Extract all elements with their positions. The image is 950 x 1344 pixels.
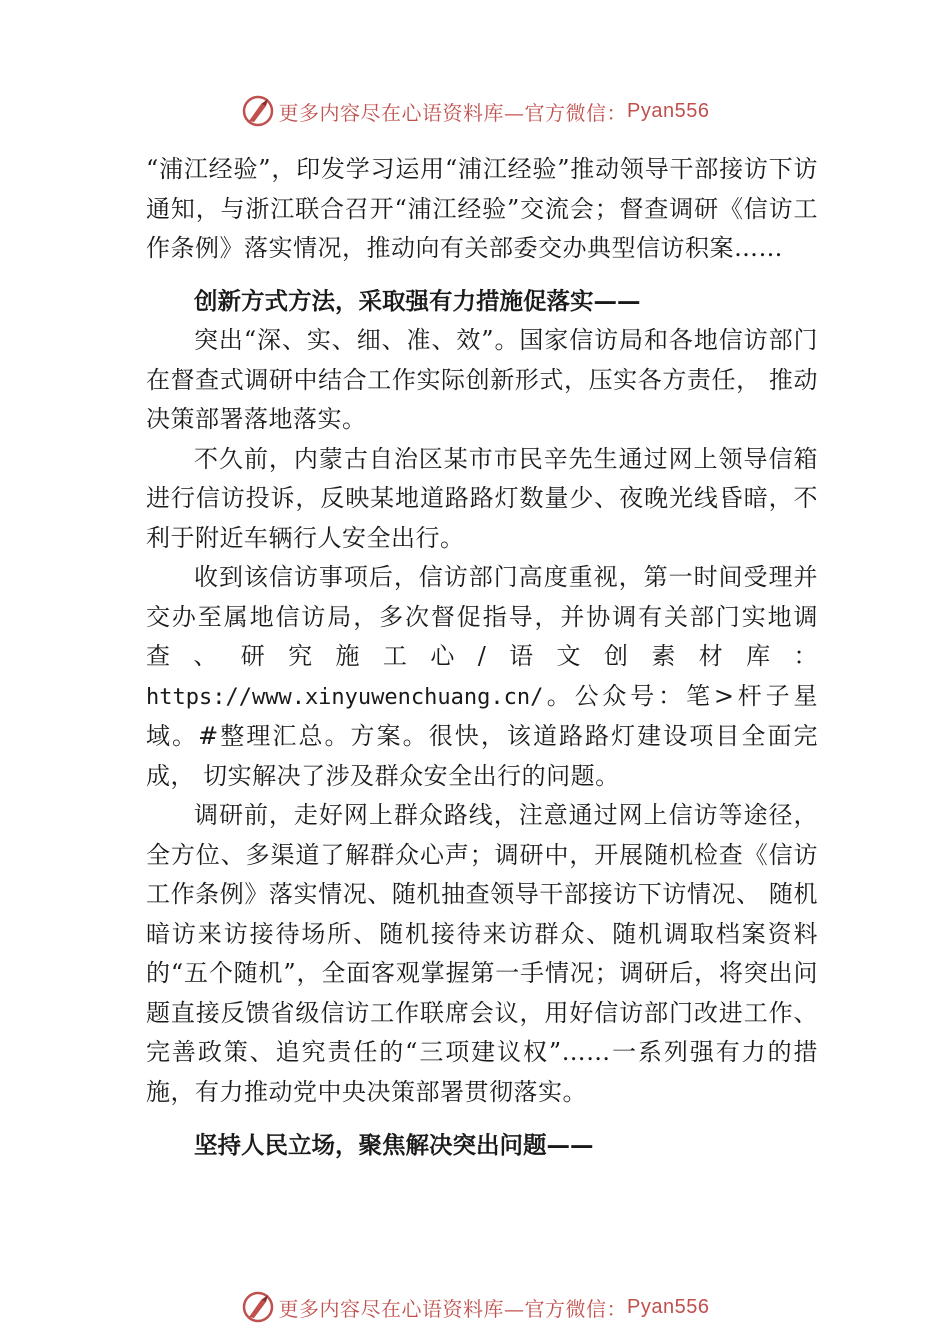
quill-pen-logo-icon [241, 94, 275, 128]
paragraph-3: 不久前，内蒙古自治区某市市民辛先生通过网上领导信箱进行信访投诉，反映某地道路路灯数量少、夜晚光线昏暗，不利于附近车辆行人安全出行。 [146, 444, 818, 552]
paragraph-1: “浦江经验”，印发学习运用“浦江经验”推动领导干部接访下访通知，与浙江联合召开“浦江经验”交流会；督查调研《信访工作条例》落实情况，推动向有关部委交办典型信访积案…… [146, 155, 818, 262]
section-heading-1: 创新方式方法，采取强有力措施促落实—— [194, 286, 641, 315]
document-body [146, 150, 818, 1166]
section-heading-2: 坚持人民立场，聚焦解决突出问题—— [194, 1131, 594, 1159]
paragraph-2: 突出“深、实、细、准、效”。国家信访局和各地信访部门在督查式调研中结合工作实际创新形式，压实各方责任， 推动决策部署落地落实。 [146, 326, 818, 433]
header-wechat-id: Pyan556 [627, 99, 710, 122]
header-text: 更多内容尽在心语资料库—官方微信： [278, 100, 628, 125]
paragraph-4-part-b: 。公众号：笔>杆子星域。#整理汇总。方案。很快，该道路路灯建设项目全面完成， 切实解决了涉及群众安全出行的问题。 [146, 681, 818, 790]
paragraph-5: 调研前，走好网上群众路线，注意通过网上信访等途径，全方位、多渠道了解群众心声；调研中，开展随机检查《信访工作条例》落实情况、随机抽查领导干部接访下访情况、 随机暗访来访接待场所、随机接待来访群众、随机调取档案资料的“五个随机”，全面客观掌握第一手情况；调研后，将突出问题直接反馈省级信访工作联席会议，用好信访部门改进工作、完善政策、追究责任的“三项建议权”……一系列强有力的措施，有力推动党中央决策部署贯彻落实。 [146, 801, 818, 1106]
source-url: https://www.xinyuwenchuang.cn/ [146, 684, 544, 710]
header-banner [0, 94, 950, 128]
paragraph-4 [146, 558, 818, 796]
footer-banner [0, 1290, 950, 1324]
paragraph-4-part-a: 收到该信访事项后，信访部门高度重视，第一时间受理并交办至属地信访局，多次督促指导，并协调有关部门实地调查、研究施工心/语文创素材库： [146, 563, 818, 670]
footer-wechat-id: Pyan556 [627, 1295, 710, 1318]
footer-text: 更多内容尽在心语资料库—官方微信： [278, 1296, 628, 1321]
quill-pen-logo-icon [241, 1290, 275, 1324]
